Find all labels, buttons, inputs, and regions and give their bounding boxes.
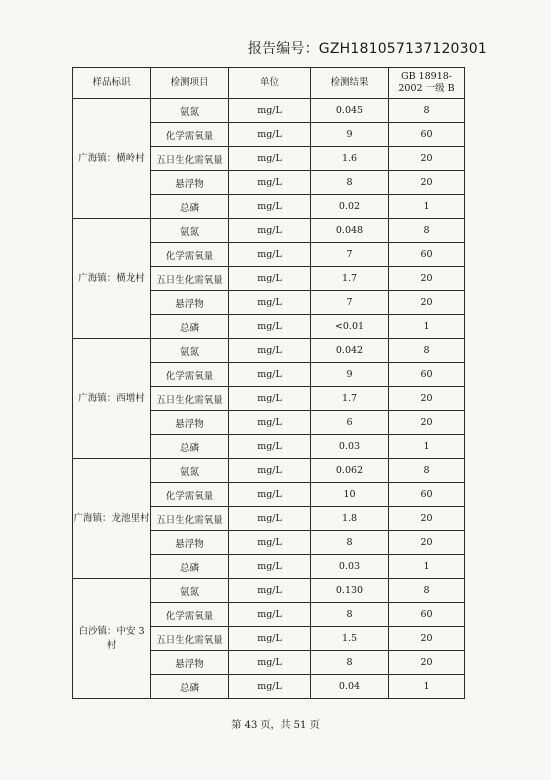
unit-cell: mg/L	[229, 627, 311, 651]
limit-cell: 8	[389, 339, 465, 363]
header-sample: 样品标识	[73, 68, 151, 99]
item-cell: 氨氮	[151, 219, 229, 243]
table-row	[73, 579, 465, 603]
results-table	[72, 67, 465, 699]
result-cell: 8	[311, 531, 389, 555]
item-cell: 化学需氧量	[151, 483, 229, 507]
item-cell: 悬浮物	[151, 411, 229, 435]
item-cell: 悬浮物	[151, 651, 229, 675]
unit-cell: mg/L	[229, 555, 311, 579]
item-cell: 化学需氧量	[151, 243, 229, 267]
item-cell: 氨氮	[151, 339, 229, 363]
result-cell: 0.03	[311, 435, 389, 459]
report-number: 报告编号：GZH181057137120301	[247, 41, 487, 57]
result-cell: 8	[311, 651, 389, 675]
result-cell: 1.7	[311, 267, 389, 291]
limit-cell: 20	[389, 507, 465, 531]
table-header-row	[73, 68, 465, 99]
unit-cell: mg/L	[229, 243, 311, 267]
result-cell: 1.5	[311, 627, 389, 651]
sample-id-cell: 广海镇：横岭村	[73, 99, 151, 219]
unit-cell: mg/L	[229, 99, 311, 123]
result-cell: 1.6	[311, 147, 389, 171]
table-row	[73, 459, 465, 483]
unit-cell: mg/L	[229, 675, 311, 699]
limit-cell: 20	[389, 147, 465, 171]
result-cell: 10	[311, 483, 389, 507]
result-cell: 7	[311, 291, 389, 315]
page-footer: 第 43 页，共 51 页	[231, 720, 320, 731]
result-cell: 8	[311, 603, 389, 627]
item-cell: 化学需氧量	[151, 123, 229, 147]
limit-cell: 20	[389, 291, 465, 315]
unit-cell: mg/L	[229, 579, 311, 603]
item-cell: 悬浮物	[151, 291, 229, 315]
header-standard: GB 18918-2002 一级 B	[389, 68, 465, 99]
header-item: 检测项目	[151, 68, 229, 99]
item-cell: 总磷	[151, 315, 229, 339]
result-cell: 9	[311, 123, 389, 147]
limit-cell: 60	[389, 483, 465, 507]
limit-cell: 60	[389, 123, 465, 147]
result-cell: 0.04	[311, 675, 389, 699]
item-cell: 总磷	[151, 555, 229, 579]
limit-cell: 8	[389, 579, 465, 603]
unit-cell: mg/L	[229, 291, 311, 315]
unit-cell: mg/L	[229, 195, 311, 219]
limit-cell: 60	[389, 243, 465, 267]
unit-cell: mg/L	[229, 315, 311, 339]
limit-cell: 20	[389, 387, 465, 411]
header-result: 检测结果	[311, 68, 389, 99]
result-cell: <0.01	[311, 315, 389, 339]
sample-id-cell: 白沙镇：中安 3 村	[73, 579, 151, 699]
result-cell: 0.048	[311, 219, 389, 243]
limit-cell: 8	[389, 99, 465, 123]
item-cell: 悬浮物	[151, 531, 229, 555]
limit-cell: 20	[389, 627, 465, 651]
limit-cell: 20	[389, 411, 465, 435]
item-cell: 总磷	[151, 675, 229, 699]
table-row	[73, 99, 465, 123]
item-cell: 总磷	[151, 435, 229, 459]
result-cell: 9	[311, 363, 389, 387]
unit-cell: mg/L	[229, 267, 311, 291]
limit-cell: 1	[389, 675, 465, 699]
unit-cell: mg/L	[229, 123, 311, 147]
limit-cell: 20	[389, 651, 465, 675]
item-cell: 五日生化需氧量	[151, 627, 229, 651]
unit-cell: mg/L	[229, 603, 311, 627]
unit-cell: mg/L	[229, 483, 311, 507]
result-cell: 8	[311, 171, 389, 195]
result-cell: 1.7	[311, 387, 389, 411]
limit-cell: 20	[389, 531, 465, 555]
limit-cell: 60	[389, 603, 465, 627]
limit-cell: 1	[389, 435, 465, 459]
item-cell: 氨氮	[151, 579, 229, 603]
result-cell: 0.03	[311, 555, 389, 579]
sample-id-cell: 广海镇：龙池里村	[73, 459, 151, 579]
unit-cell: mg/L	[229, 147, 311, 171]
result-cell: 0.045	[311, 99, 389, 123]
sample-id-cell: 广海镇：西增村	[73, 339, 151, 459]
result-cell: 0.042	[311, 339, 389, 363]
unit-cell: mg/L	[229, 459, 311, 483]
table-row	[73, 219, 465, 243]
limit-cell: 20	[389, 267, 465, 291]
item-cell: 五日生化需氧量	[151, 507, 229, 531]
item-cell: 五日生化需氧量	[151, 387, 229, 411]
limit-cell: 1	[389, 555, 465, 579]
unit-cell: mg/L	[229, 651, 311, 675]
table-body	[73, 99, 465, 699]
item-cell: 悬浮物	[151, 171, 229, 195]
unit-cell: mg/L	[229, 411, 311, 435]
limit-cell: 20	[389, 171, 465, 195]
unit-cell: mg/L	[229, 363, 311, 387]
result-cell: 0.062	[311, 459, 389, 483]
limit-cell: 60	[389, 363, 465, 387]
result-cell: 0.130	[311, 579, 389, 603]
item-cell: 总磷	[151, 195, 229, 219]
item-cell: 化学需氧量	[151, 603, 229, 627]
result-cell: 1.8	[311, 507, 389, 531]
unit-cell: mg/L	[229, 387, 311, 411]
item-cell: 氨氮	[151, 99, 229, 123]
limit-cell: 8	[389, 459, 465, 483]
unit-cell: mg/L	[229, 435, 311, 459]
header-unit: 单位	[229, 68, 311, 99]
unit-cell: mg/L	[229, 339, 311, 363]
sample-id-cell: 广海镇：横龙村	[73, 219, 151, 339]
item-cell: 五日生化需氧量	[151, 147, 229, 171]
result-cell: 6	[311, 411, 389, 435]
limit-cell: 8	[389, 219, 465, 243]
item-cell: 氨氮	[151, 459, 229, 483]
result-cell: 0.02	[311, 195, 389, 219]
item-cell: 五日生化需氧量	[151, 267, 229, 291]
unit-cell: mg/L	[229, 507, 311, 531]
limit-cell: 1	[389, 315, 465, 339]
unit-cell: mg/L	[229, 531, 311, 555]
result-cell: 7	[311, 243, 389, 267]
limit-cell: 1	[389, 195, 465, 219]
table-row	[73, 339, 465, 363]
unit-cell: mg/L	[229, 219, 311, 243]
unit-cell: mg/L	[229, 171, 311, 195]
item-cell: 化学需氧量	[151, 363, 229, 387]
